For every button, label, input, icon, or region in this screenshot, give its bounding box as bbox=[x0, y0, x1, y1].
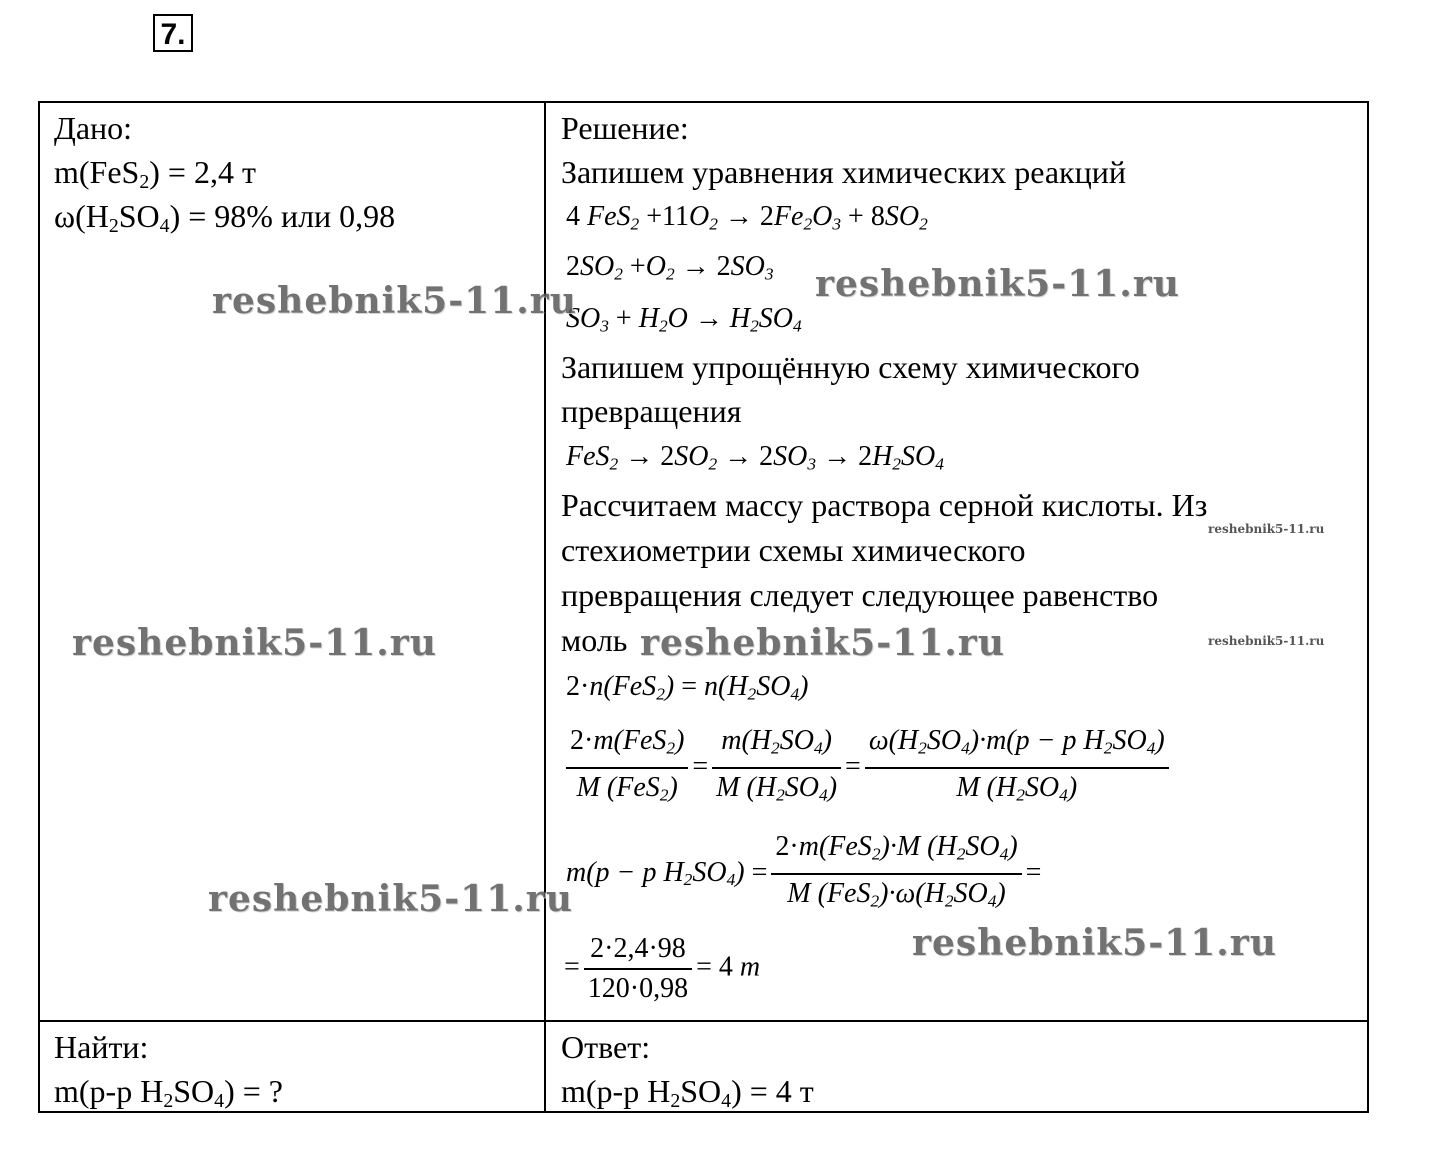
scheme-equation: $FeS_2 \to 2SO_2 \to 2SO_3 \to 2H_2SO_4$ bbox=[566, 441, 944, 474]
watermark: reshebnik5-11.ru bbox=[208, 878, 573, 920]
ratio-equation: $\frac{2\cdot m(FeS_2)}{M (FeS_2)}$ = $\frac{m(H_2SO_4)}{M (H_2SO_4)}$ = $\frac{\omega(H_2SO_4)\cdot m(p - p H_2SO_4)}{M (H_2SO_4)}$ bbox=[562, 722, 1173, 815]
given-heading: Дано: bbox=[54, 110, 133, 146]
watermark: reshebnik5-11.ru bbox=[640, 622, 1005, 664]
solution-text-calc-1: Рассчитаем массу раствора серной кислоты. Из bbox=[561, 487, 1208, 523]
solution-text-calc-2: стехиометрии схемы химического bbox=[561, 532, 1026, 568]
column-divider bbox=[544, 101, 546, 1113]
problem-number: 7. bbox=[153, 14, 193, 52]
watermark: reshebnik5-11.ru bbox=[912, 922, 1277, 964]
solution-mass-formula: m(p − p $H_2SO_4$) = $\frac{2\cdot m(FeS_2)\cdot M (H_2SO_4)}{M (FeS_2)\cdot\omega(H_2SO_4)}$ = bbox=[566, 828, 1041, 921]
solution-heading: Решение: bbox=[561, 110, 689, 146]
watermark-small: reshebnik5-11.ru bbox=[1208, 634, 1325, 648]
solution-text-reactions: Запишем уравнения химических реакций bbox=[561, 154, 1126, 190]
solution-text-calc-3: превращения следует следующее равенство bbox=[561, 577, 1159, 613]
watermark: reshebnik5-11.ru bbox=[212, 280, 577, 322]
equation-2: $2SO_2 +O_2 \to 2SO_3$ bbox=[566, 251, 774, 284]
find-heading: Найти: bbox=[54, 1029, 149, 1065]
answer-mass-solution: m(р-р $H_2SO_4) = 4$ т bbox=[561, 1073, 814, 1112]
answer-heading: Ответ: bbox=[561, 1029, 651, 1065]
equation-3: $SO_3 + H_2O \to H_2SO_4$ bbox=[566, 303, 802, 336]
watermark-small: reshebnik5-11.ru bbox=[1208, 522, 1325, 536]
watermark: reshebnik5-11.ru bbox=[72, 622, 437, 664]
solution-text-scheme-2: превращения bbox=[561, 393, 742, 429]
given-mass-fes2: m(FeS$_2$) = 2,4 т bbox=[54, 154, 256, 193]
row-divider bbox=[38, 1020, 1369, 1022]
watermark: reshebnik5-11.ru bbox=[815, 263, 1180, 305]
equation-1: 4 $FeS_2 +11O_2 \to 2Fe_2O_3 + 8SO_2$ bbox=[566, 201, 928, 234]
find-mass-solution: m(р-р $H_2SO_4$) = ? bbox=[54, 1073, 283, 1112]
numeric-calculation: = $\frac{2\cdot 2,4\cdot 98}{120\cdot 0,98}$ = 4 т bbox=[564, 930, 760, 1008]
mole-equality: $2\cdot n(FeS_2) = n(H_2SO_4)$ bbox=[566, 671, 809, 704]
given-omega-h2so4: $\omega(H_2SO_4) = 98\%$ или 0,98 bbox=[54, 198, 396, 237]
solution-text-scheme-1: Запишем упрощённую схему химического bbox=[561, 349, 1140, 385]
solution-text-calc-4: моль bbox=[561, 622, 628, 658]
